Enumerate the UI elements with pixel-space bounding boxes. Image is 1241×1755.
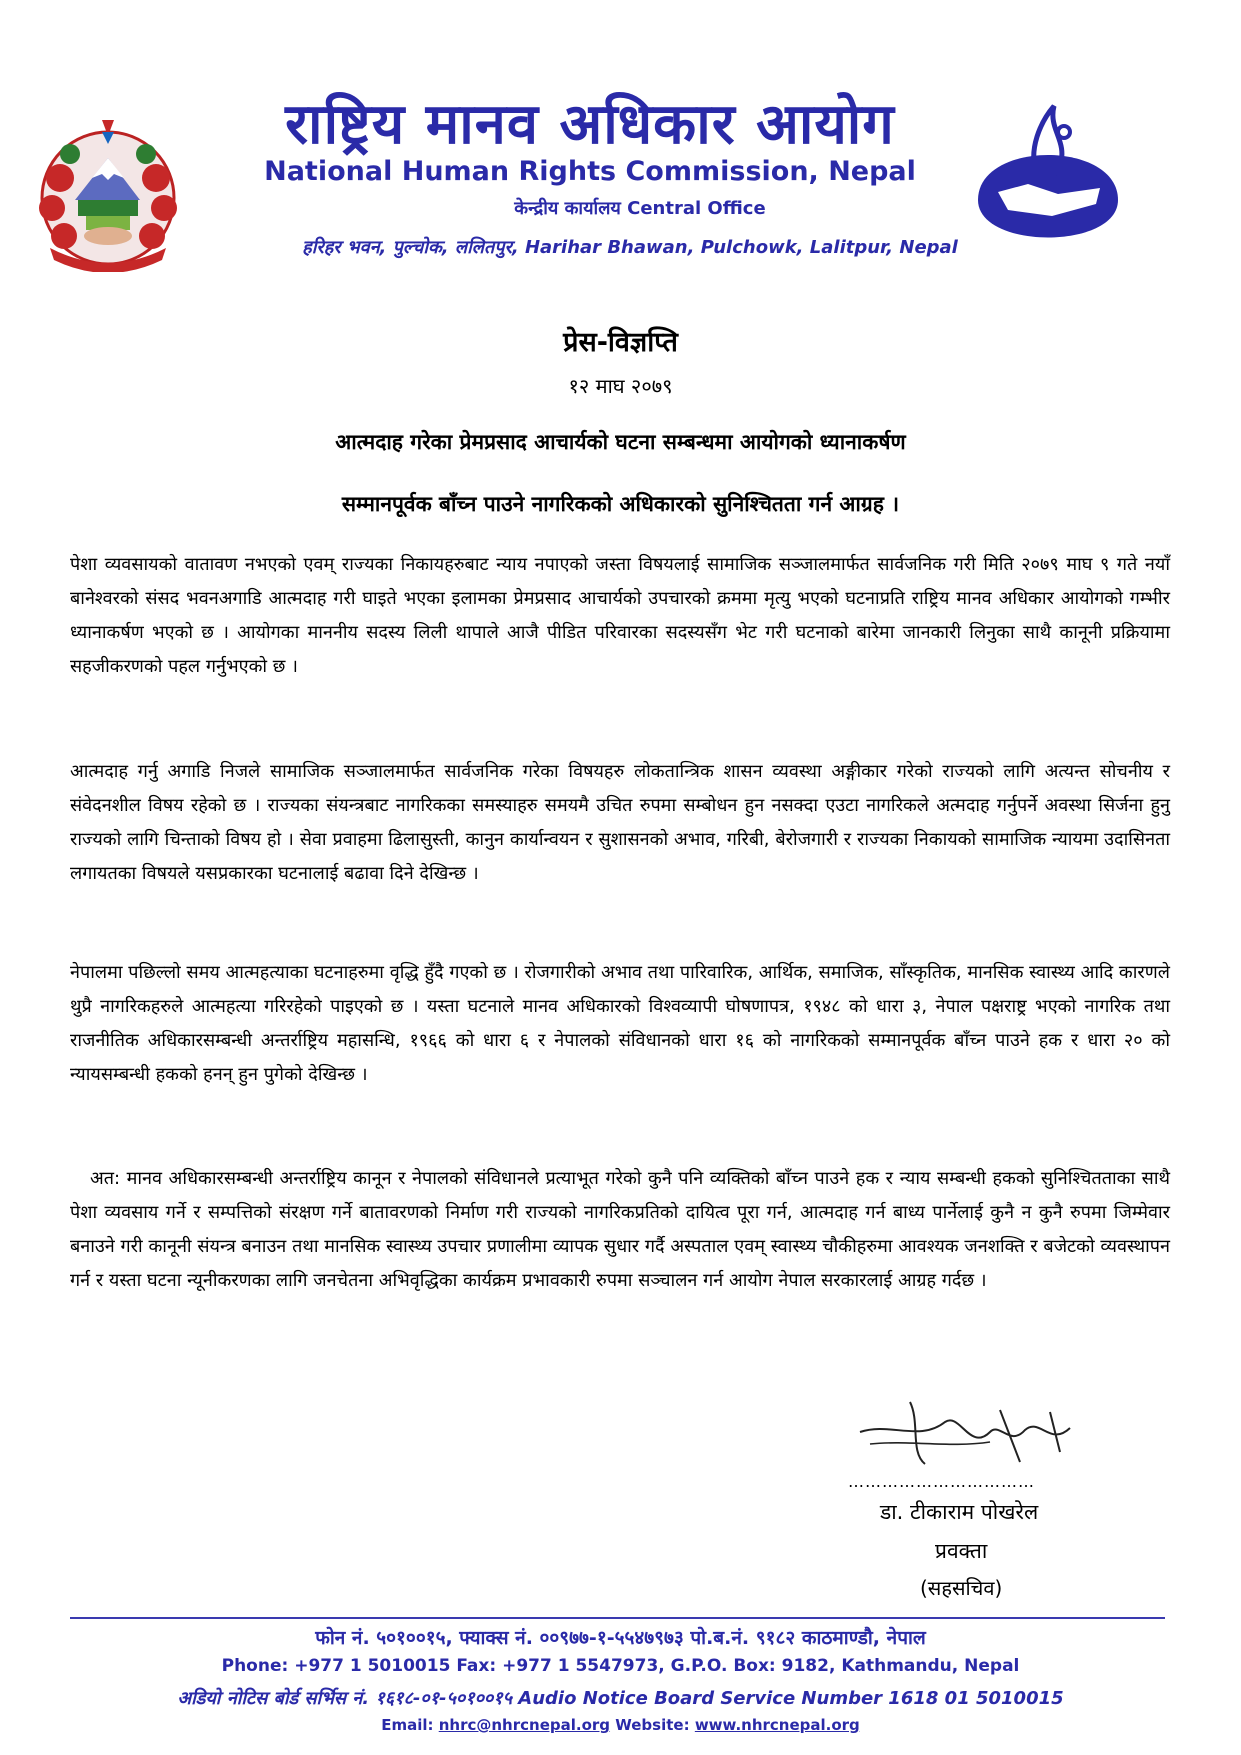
body-paragraph-1: पेशा व्यवसायको वातावण नभएको एवम् राज्यका निकायहरुबाट न्याय नपाएको जस्ता विषयलाई सामाजिक सञ्जालमार्फत सार्वजनिक गरी मिति २०७९ माघ ९ गते नयाँ बानेश्वरको संसद भवनअगाडि आत्मदाह गरी घाइते भएका इलामका प्रेमप्रसाद आचार्यको उपचारको क्रममा मृत्यु भएको घटनाप्रति राष्ट्रिय मानव अधिकार आयोगको गम्भीर ध्यानाकर्षण भएको छ । आयोगका माननीय सदस्य लिली थापाले आजै पीडित परिवारका सदस्यसँग भेट गरी घटनाको बारेमा जानकारी लिनुका साथै कानूनी प्रक्रियामा सहजीकरणको पहल गर्नुभएको छ । xyxy=(70,554,1170,677)
website-link[interactable]: www.nhrcnepal.org xyxy=(694,1716,860,1734)
office-nepali: केन्द्रीय कार्यालय xyxy=(514,198,621,219)
press-release-heading: प्रेस-विज्ञप्ति xyxy=(563,327,678,358)
signature-dotted-line: …………………………… xyxy=(848,1472,1035,1491)
email-label: Email: xyxy=(381,1716,434,1734)
body-paragraph-4: अत: मानव अधिकारसम्बन्धी अन्तर्राष्ट्रिय कानून र नेपालको संविधानले प्रत्याभूत गरेको कुनै पनि व्यक्तिको बाँच्न पाउने हक र न्याय सम्बन्धी हकको सुनिश्चितताका साथै पेशा व्यवसाय गर्ने र सम्पत्तिको संरक्षण गर्ने बातावरणको निर्माण गरी राज्यको नागरिकप्रतिको दायित्व पूरा गर्न, आत्मदाह गर्न बाध्य पार्नेलाई कुनै न कुनै रुपमा जिम्मेवार बनाउने गरी कानूनी संयन्त्र बनाउन तथा मानसिक स्वास्थ्य उपचार प्रणालीमा व्यापक सुधार गर्दै अस्पताल एवम् स्वास्थ्य चौकीहरुमा आवश्यक जनशक्ति र बजेटको व्यवस्थापन गर्न र यस्ता घटना न्यूनीकरणका लागि जनचेतना अभिवृद्धिका कार्यक्रम प्रभावकारी रुपमा सञ्चालन गर्न आयोग नेपाल सरकारलाई आग्रह गर्दछ । xyxy=(70,1168,1170,1291)
release-date: १२ माघ २०७९ xyxy=(568,374,673,398)
handwritten-signature xyxy=(850,1392,1110,1472)
footer-contact-english: Phone: +977 1 5010015 Fax: +977 1 5547973, G.P.O. Box: 9182, Kathmandu, Nepal xyxy=(221,1656,1020,1676)
body-paragraph-3: नेपालमा पछिल्लो समय आत्महत्याका घटनाहरुमा वृद्धि हुँदै गएको छ । रोजगारीको अभाव तथा पारिवारिक, आर्थिक, समाजिक, साँस्कृतिक, मानसिक स्वास्थ्य आदि कारणले थुप्रै नागरिकहरुले आत्महत्या गरिरहेको पाइएको छ । यस्ता घटनाले मानव अधिकारको विश्वव्यापी घोषणापत्र, १९४८ को धारा ३, नेपाल पक्षराष्ट्र भएको नागरिक तथा राजनीतिक अधिकारसम्बन्धी अन्तर्राष्ट्रिय महासन्धि, १९६६ को धारा ६ र नेपालको संविधानको धारा १६ को नागरिकको सम्मानपूर्वक बाँच्न पाउने हक र धारा २० को न्यायसम्बन्धी हकको हनन् हुन पुगेको देखिन्छ । xyxy=(70,962,1170,1085)
signatory-name: डा. टीकाराम पोखरेल xyxy=(880,1500,1039,1524)
footer-links xyxy=(0,1716,1241,1734)
org-name-english: National Human Rights Commission, Nepal xyxy=(264,156,916,187)
footer-divider xyxy=(70,1617,1165,1619)
address-nepali: हरिहर भवन, पुल्चोक, ललितपुर, xyxy=(302,237,519,258)
nepal-coat-of-arms-icon xyxy=(30,118,186,272)
address-line xyxy=(280,235,980,259)
office-line xyxy=(440,196,840,220)
website-label: Website: xyxy=(615,1716,690,1734)
headline-1: आत्मदाह गरेका प्रेमप्रसाद आचार्यको घटना सम्बन्धमा आयोगको ध्यानाकर्षण xyxy=(335,430,906,454)
org-name-nepali: राष्ट्रिय मानव अधिकार आयोग xyxy=(285,92,895,157)
footer-audio-notice xyxy=(0,1686,1241,1710)
signatory-role: प्रवक्ता xyxy=(935,1539,988,1563)
audio-notice-nepali: अडियो नोटिस बोर्ड सर्भिस नं. १६१८-०१-५०१००१५ xyxy=(177,1688,513,1709)
body-paragraph-2: आत्मदाह गर्नु अगाडि निजले सामाजिक सञ्जालमार्फत सार्वजनिक गरेका विषयहरु लोकतान्त्रिक शासन व्यवस्था अङ्गीकार गरेको राज्यको लागि अत्यन्त सोचनीय र संवेदनशील विषय रहेको छ । राज्यका संयन्त्रबाट नागरिकका समस्याहरु समयमै उचित रुपमा सम्बोधन हुन नसक्दा एउटा नागरिकले अत्मदाह गर्नुपर्ने अवस्था सिर्जना हुनु राज्यको लागि चिन्ताको विषय हो । सेवा प्रवाहमा ढिलासुस्ती, कानुन कार्यान्वयन र सुशासनको अभाव, गरिबी, बेरोजगारी र राज्यका निकायको सामाजिक न्यायमा उदासिनता लगायतका विषयले यसप्रकारका घटनालाई बढावा दिने देखिन्छ । xyxy=(70,761,1170,884)
email-link[interactable]: nhrc@nhrcnepal.org xyxy=(438,1716,611,1734)
footer-contact-nepali: फोन नं. ५०१००१५, फ्याक्स नं. ००९७७-१-५५४७९७३ पो.ब.नं. ९१८२ काठमाण्डौ, नेपाल xyxy=(315,1627,926,1649)
nhrc-logo-icon xyxy=(968,100,1128,258)
signatory-rank: (सहसचिव) xyxy=(920,1576,1003,1600)
letterhead xyxy=(0,0,1241,300)
audio-notice-english: Audio Notice Board Service Number 1618 01 5010015 xyxy=(518,1688,1064,1709)
address-english: Harihar Bhawan, Pulchowk, Lalitpur, Nepal xyxy=(524,237,958,258)
headline-2: सम्मानपूर्वक बाँच्न पाउने नागरिकको अधिकारको सुनिश्चितता गर्न आग्रह । xyxy=(341,492,900,516)
office-english: Central Office xyxy=(627,198,766,219)
